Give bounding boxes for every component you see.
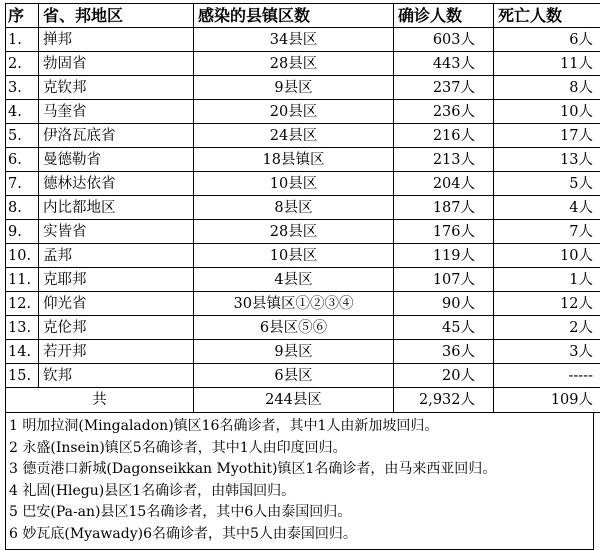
cell-deaths: 1人	[494, 268, 600, 292]
table-row	[6, 76, 600, 100]
cell-counties: 30县镇区①②③④	[194, 292, 394, 316]
region-statistics-table	[5, 3, 600, 413]
cell-seq: 5.	[6, 124, 39, 148]
footnote-line: 3 德贡港口新城(Dagonseikkan Myothit)镇区1名确诊者，由马来西亚回归。	[9, 459, 590, 481]
cell-seq: 11.	[6, 268, 39, 292]
cell-counties: 9县区	[194, 340, 394, 364]
cell-deaths: 6人	[494, 28, 600, 52]
cell-deaths: 13人	[494, 148, 600, 172]
cell-region: 孟邦	[39, 244, 194, 268]
cell-confirmed: 36人	[394, 340, 494, 364]
cell-region: 曼德勒省	[39, 148, 194, 172]
cell-region: 钦邦	[39, 364, 194, 388]
cell-region: 若开邦	[39, 340, 194, 364]
footnote-line: 2 永盛(Insein)镇区5名确诊者，其中1人由印度回归。	[9, 438, 590, 460]
cell-deaths: 10人	[494, 100, 600, 124]
table-row	[6, 316, 600, 340]
cell-seq: 2.	[6, 52, 39, 76]
header-counties: 感染的县镇区数	[194, 4, 394, 28]
table-row	[6, 148, 600, 172]
cell-confirmed: 443人	[394, 52, 494, 76]
footnotes	[5, 413, 594, 550]
cell-counties: 18县镇区	[194, 148, 394, 172]
table-row	[6, 220, 600, 244]
cell-seq: 1.	[6, 28, 39, 52]
footnote-line: 1 明加拉洞(Mingaladon)镇区16名确诊者，其中1人由新加坡回归。	[9, 416, 590, 438]
table-row	[6, 292, 600, 316]
footnote-line: 5 巴安(Pa-an)县区15名确诊者，其中6人由泰国回归。	[9, 502, 590, 524]
header-seq: 序	[6, 4, 39, 28]
cell-confirmed: 90人	[394, 292, 494, 316]
total-deaths: 109人	[494, 388, 600, 413]
cell-region: 勃固省	[39, 52, 194, 76]
cell-confirmed: 237人	[394, 76, 494, 100]
cell-seq: 9.	[6, 220, 39, 244]
cell-confirmed: 204人	[394, 172, 494, 196]
cell-confirmed: 119人	[394, 244, 494, 268]
cell-seq: 3.	[6, 76, 39, 100]
cell-region: 克伦邦	[39, 316, 194, 340]
cell-deaths: 3人	[494, 340, 600, 364]
table-row	[6, 100, 600, 124]
cell-counties: 6县区	[194, 364, 394, 388]
cell-region: 德林达依省	[39, 172, 194, 196]
cell-deaths: 5人	[494, 172, 600, 196]
table-body	[6, 28, 600, 388]
cell-counties: 28县区	[194, 52, 394, 76]
cell-counties: 10县区	[194, 172, 394, 196]
header-confirmed: 确诊人数	[394, 4, 494, 28]
header-region: 省、邦地区	[39, 4, 194, 28]
cell-confirmed: 213人	[394, 148, 494, 172]
cell-confirmed: 603人	[394, 28, 494, 52]
cell-deaths: 8人	[494, 76, 600, 100]
cell-deaths: 11人	[494, 52, 600, 76]
cell-confirmed: 20人	[394, 364, 494, 388]
table-row	[6, 172, 600, 196]
cell-region: 内比都地区	[39, 196, 194, 220]
total-counties: 244县区	[194, 388, 394, 413]
cell-region: 克耶邦	[39, 268, 194, 292]
cell-seq: 8.	[6, 196, 39, 220]
cell-region: 掸邦	[39, 28, 194, 52]
cell-deaths: 7人	[494, 220, 600, 244]
cell-counties: 34县区	[194, 28, 394, 52]
cell-region: 仰光省	[39, 292, 194, 316]
table-row	[6, 52, 600, 76]
cell-seq: 6.	[6, 148, 39, 172]
covid-statistics-document	[5, 3, 594, 550]
cell-seq: 14.	[6, 340, 39, 364]
cell-deaths: 12人	[494, 292, 600, 316]
cell-seq: 7.	[6, 172, 39, 196]
cell-region: 伊洛瓦底省	[39, 124, 194, 148]
cell-counties: 20县区	[194, 100, 394, 124]
table-row	[6, 340, 600, 364]
cell-confirmed: 187人	[394, 196, 494, 220]
cell-counties: 4县区	[194, 268, 394, 292]
total-confirmed: 2,932人	[394, 388, 494, 413]
cell-deaths: 10人	[494, 244, 600, 268]
header-deaths: 死亡人数	[494, 4, 600, 28]
cell-seq: 15.	[6, 364, 39, 388]
cell-deaths: 4人	[494, 196, 600, 220]
cell-confirmed: 216人	[394, 124, 494, 148]
cell-deaths: -----	[494, 364, 600, 388]
cell-region: 克钦邦	[39, 76, 194, 100]
cell-seq: 10.	[6, 244, 39, 268]
cell-counties: 6县区⑤⑥	[194, 316, 394, 340]
cell-confirmed: 236人	[394, 100, 494, 124]
table-row	[6, 268, 600, 292]
cell-counties: 8县区	[194, 196, 394, 220]
cell-seq: 4.	[6, 100, 39, 124]
total-row	[6, 388, 600, 413]
table-row	[6, 196, 600, 220]
cell-counties: 24县区	[194, 124, 394, 148]
cell-confirmed: 45人	[394, 316, 494, 340]
cell-deaths: 17人	[494, 124, 600, 148]
total-label: 共	[6, 388, 194, 413]
cell-region: 马奎省	[39, 100, 194, 124]
table-row	[6, 124, 600, 148]
table-row	[6, 28, 600, 52]
cell-deaths: 2人	[494, 316, 600, 340]
footnote-line: 4 礼固(Hlegu)县区1名确诊者，由韩国回归。	[9, 481, 590, 503]
cell-counties: 28县区	[194, 220, 394, 244]
cell-region: 实皆省	[39, 220, 194, 244]
footnote-line: 6 妙瓦底(Myawady)6名确诊者，其中5人由泰国回归。	[9, 524, 590, 546]
table-row	[6, 244, 600, 268]
cell-counties: 9县区	[194, 76, 394, 100]
cell-seq: 13.	[6, 316, 39, 340]
cell-confirmed: 176人	[394, 220, 494, 244]
cell-seq: 12.	[6, 292, 39, 316]
cell-counties: 10县区	[194, 244, 394, 268]
table-row	[6, 364, 600, 388]
cell-confirmed: 107人	[394, 268, 494, 292]
table-header-row	[6, 4, 600, 28]
